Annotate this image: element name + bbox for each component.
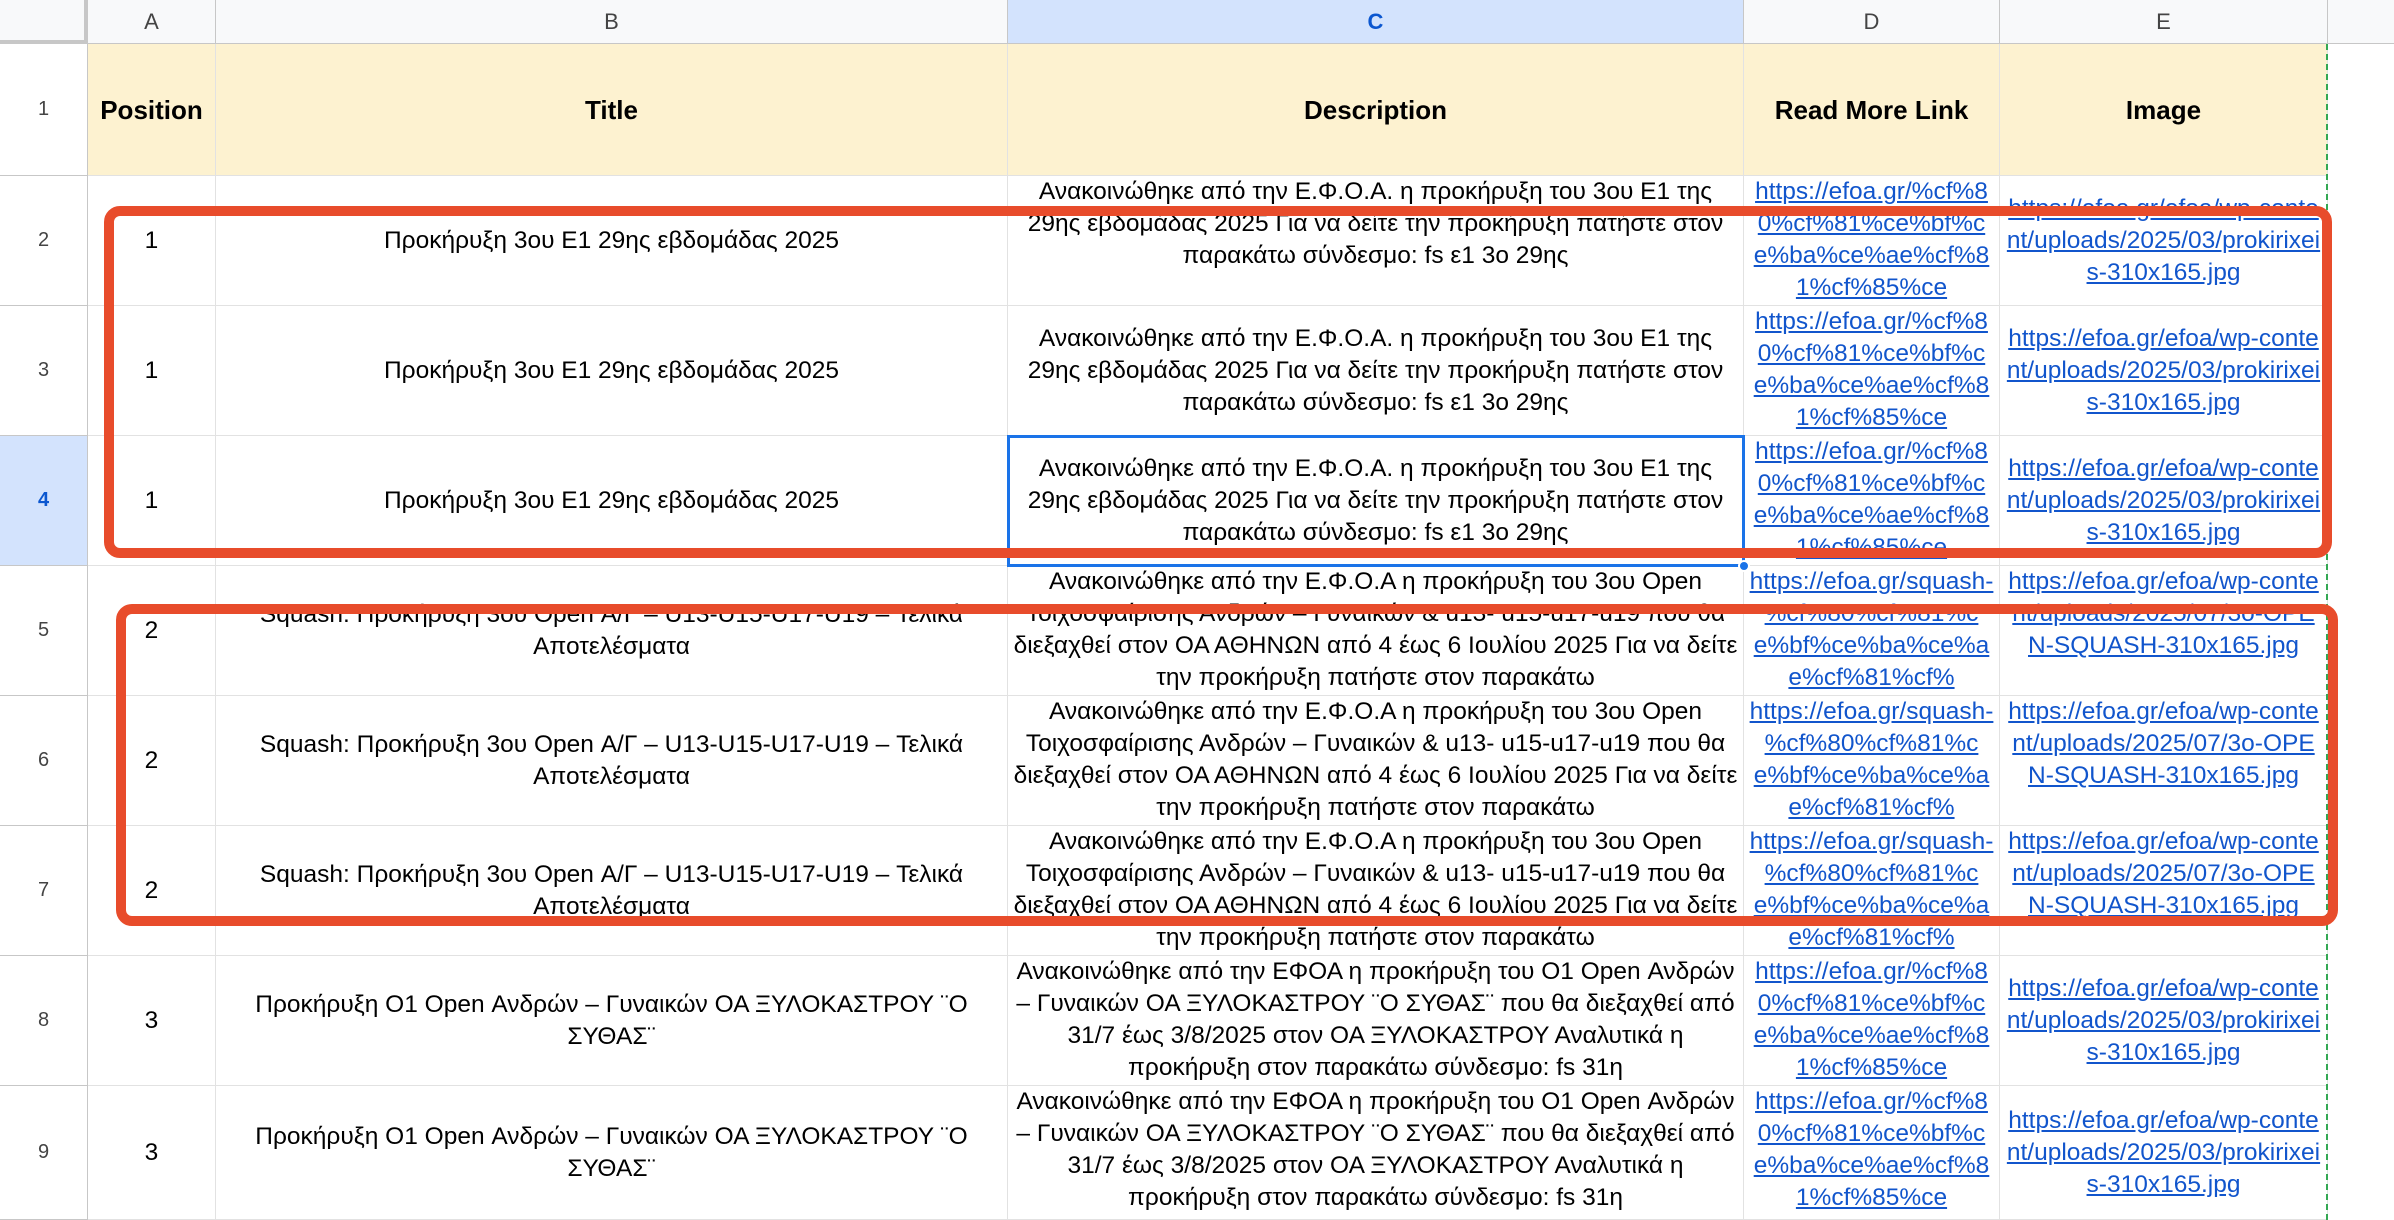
cell-text: 1 — [144, 226, 159, 254]
select-all-corner[interactable] — [0, 0, 88, 44]
cell-read-more-link[interactable] — [1744, 436, 2000, 566]
read-more-link[interactable]: https://efoa.gr/%cf%80%cf%81%ce%bf%ce%ba%ce%ae%cf%81%cf%85%ce — [1753, 958, 1990, 1081]
cell-text: Προκήρυξη 3ου Ε1 29ης εβδομάδας 2025 — [383, 486, 840, 514]
cell-text: Squash: Προκήρυξη 3ου Open Α/Γ – U13-U15-U17-U19 – Τελικά Αποτελέσματα — [259, 600, 964, 660]
cell-position[interactable] — [88, 306, 216, 436]
cell-image-link[interactable] — [2000, 566, 2328, 696]
cell-text: Squash: Προκήρυξη 3ου Open Α/Γ – U13-U15-U17-U19 – Τελικά Αποτελέσματα — [259, 860, 964, 920]
cell-description[interactable] — [1008, 826, 1744, 956]
cell-description[interactable] — [1008, 956, 1744, 1086]
cell-description[interactable] — [1008, 176, 1744, 306]
cell-read-more-link[interactable] — [1744, 1086, 2000, 1220]
cell-text: Προκήρυξη 3ου Ε1 29ης εβδομάδας 2025 — [383, 226, 840, 254]
read-more-link[interactable]: https://efoa.gr/squash-%cf%80%cf%81%ce%bf%ce%ba%ce%ae%cf%81%cf% — [1749, 828, 1994, 951]
header-cell-image[interactable] — [2000, 44, 2328, 176]
column-header-e[interactable]: E — [2000, 0, 2328, 44]
cell-title[interactable] — [216, 306, 1008, 436]
cell-title[interactable] — [216, 176, 1008, 306]
image-link[interactable]: https://efoa.gr/efoa/wp-content/uploads/2025/03/prokirixeis-310x165.jpg — [2006, 974, 2321, 1066]
cell-title[interactable] — [216, 1086, 1008, 1220]
read-more-link[interactable]: https://efoa.gr/%cf%80%cf%81%ce%bf%ce%ba%ce%ae%cf%81%cf%85%ce — [1753, 438, 1990, 561]
cell-text: 2 — [144, 616, 159, 644]
cell-title[interactable] — [216, 696, 1008, 826]
cell-text: 2 — [144, 746, 159, 774]
cell-text: Ανακοινώθηκε από την Ε.Φ.Ο.Α η προκήρυξη του 3ου Open Τοιχοσφαίρισης Ανδρών – Γυναικών & u13- u15-u17-u19 που θα διεξαχθεί στον ΟΑ ΑΘΗΝΩΝ από 4 έως 6 Ιουλίου 2025 Για να δείτε την προκήρυξη πατήστε στον παρακάτω — [1013, 698, 1738, 821]
column-header-c[interactable]: C — [1008, 0, 1744, 44]
cell-text: Ανακοινώθηκε από την Ε.Φ.Ο.Α. η προκήρυξη του 3ου Ε1 της 29ης εβδομάδας 2025 Για να δείτε την προκήρυξη πατήστε στον παρακάτω σύνδεσμο: fs ε1 3ο 29ης — [1027, 324, 1724, 416]
row-header-8[interactable]: 8 — [0, 956, 88, 1086]
cell-title[interactable] — [216, 436, 1008, 566]
header-label-position: Position — [100, 94, 203, 125]
row-header-6[interactable]: 6 — [0, 696, 88, 826]
cell-text: Squash: Προκήρυξη 3ου Open Α/Γ – U13-U15-U17-U19 – Τελικά Αποτελέσματα — [259, 730, 964, 790]
cell-description-selected[interactable] — [1008, 436, 1744, 566]
cell-text: Προκήρυξη Ο1 Open Ανδρών – Γυναικών ΟΑ ΞΥΛΟΚΑΣΤΡΟΥ ¨Ο ΣΥΘΑΣ¨ — [255, 1122, 968, 1182]
cell-read-more-link[interactable] — [1744, 566, 2000, 696]
cell-text: Ανακοινώθηκε από την Ε.Φ.Ο.Α η προκήρυξη του 3ου Open Τοιχοσφαίρισης Ανδρών – Γυναικών & u13- u15-u17-u19 που θα διεξαχθεί στον ΟΑ ΑΘΗΝΩΝ από 4 έως 6 Ιουλίου 2025 Για να δείτε την προκήρυξη πατήστε στον παρακάτω — [1013, 568, 1738, 691]
image-link[interactable]: https://efoa.gr/efoa/wp-content/uploads/2025/07/3o-OPEN-SQUASH-310x165.jpg — [2008, 828, 2319, 919]
cell-title[interactable] — [216, 956, 1008, 1086]
cell-image-link[interactable] — [2000, 1086, 2328, 1220]
fill-handle[interactable] — [1738, 560, 1750, 572]
row-header-1[interactable]: 1 — [0, 44, 88, 176]
cell-text: 2 — [144, 876, 159, 904]
cell-description[interactable] — [1008, 696, 1744, 826]
read-more-link[interactable]: https://efoa.gr/%cf%80%cf%81%ce%bf%ce%ba%ce%ae%cf%81%cf%85%ce — [1753, 1088, 1990, 1211]
cell-image-link[interactable] — [2000, 306, 2328, 436]
cell-position[interactable] — [88, 826, 216, 956]
cell-read-more-link[interactable] — [1744, 306, 2000, 436]
image-link[interactable]: https://efoa.gr/efoa/wp-content/uploads/2025/07/3o-OPEN-SQUASH-310x165.jpg — [2008, 698, 2319, 789]
image-link[interactable]: https://efoa.gr/efoa/wp-content/uploads/2025/03/prokirixeis-310x165.jpg — [2006, 454, 2321, 546]
cell-position[interactable] — [88, 436, 216, 566]
read-more-link[interactable]: https://efoa.gr/squash-%cf%80%cf%81%ce%bf%ce%ba%ce%ae%cf%81%cf% — [1749, 568, 1994, 691]
cell-text: 3 — [144, 1006, 159, 1034]
cell-position[interactable] — [88, 956, 216, 1086]
cell-text: 3 — [144, 1138, 159, 1166]
cell-read-more-link[interactable] — [1744, 696, 2000, 826]
row-header-5[interactable]: 5 — [0, 566, 88, 696]
cell-read-more-link[interactable] — [1744, 826, 2000, 956]
image-link[interactable]: https://efoa.gr/efoa/wp-content/uploads/2025/03/prokirixeis-310x165.jpg — [2006, 324, 2321, 416]
cell-image-link[interactable] — [2000, 436, 2328, 566]
column-header-d[interactable]: D — [1744, 0, 2000, 44]
row-header-7[interactable]: 7 — [0, 826, 88, 956]
cell-image-link[interactable] — [2000, 826, 2328, 956]
cell-text: Ανακοινώθηκε από την ΕΦΟΑ η προκήρυξη του Ο1 Open Ανδρών – Γυναικών ΟΑ ΞΥΛΟΚΑΣΤΡΟΥ ¨Ο ΣΥΘΑΣ¨ που θα διεξαχθεί από 31/7 έως 3/8/2025 στον ΟΑ ΞΥΛΟΚΑΣΤΡΟΥ Αναλυτικά η προκήρυξη στον παρακάτω σύνδεσμο: fs 31η — [1016, 958, 1735, 1081]
cell-text: 1 — [144, 356, 159, 384]
cell-image-link[interactable] — [2000, 696, 2328, 826]
cell-description[interactable] — [1008, 566, 1744, 696]
header-cell-title[interactable] — [216, 44, 1008, 176]
cell-description[interactable] — [1008, 1086, 1744, 1220]
column-header-a[interactable]: A — [88, 0, 216, 44]
cell-position[interactable] — [88, 176, 216, 306]
page-break-line — [2326, 44, 2328, 1220]
row-header-4[interactable]: 4 — [0, 436, 88, 566]
cell-title[interactable] — [216, 566, 1008, 696]
cell-position[interactable] — [88, 1086, 216, 1220]
header-label-title: Title — [585, 94, 638, 125]
cell-text: Προκήρυξη Ο1 Open Ανδρών – Γυναικών ΟΑ ΞΥΛΟΚΑΣΤΡΟΥ ¨Ο ΣΥΘΑΣ¨ — [255, 990, 968, 1050]
column-header-b[interactable]: B — [216, 0, 1008, 44]
cell-position[interactable] — [88, 566, 216, 696]
cell-position[interactable] — [88, 696, 216, 826]
row-header-3[interactable]: 3 — [0, 306, 88, 436]
image-link[interactable]: https://efoa.gr/efoa/wp-content/uploads/2025/03/prokirixeis-310x165.jpg — [2006, 194, 2321, 286]
read-more-link[interactable]: https://efoa.gr/squash-%cf%80%cf%81%ce%bf%ce%ba%ce%ae%cf%81%cf% — [1749, 698, 1994, 821]
cell-read-more-link[interactable] — [1744, 956, 2000, 1086]
header-label-description: Description — [1303, 94, 1448, 125]
cell-text: Ανακοινώθηκε από την Ε.Φ.Ο.Α. η προκήρυξη του 3ου Ε1 της 29ης εβδομάδας 2025 Για να δείτε την προκήρυξη πατήστε στον παρακάτω σύνδεσμο: fs ε1 3ο 29ης — [1027, 178, 1724, 269]
cell-read-more-link[interactable] — [1744, 176, 2000, 306]
cell-text: Ανακοινώθηκε από την ΕΦΟΑ η προκήρυξη του Ο1 Open Ανδρών – Γυναικών ΟΑ ΞΥΛΟΚΑΣΤΡΟΥ ¨Ο ΣΥΘΑΣ¨ που θα διεξαχθεί από 31/7 έως 3/8/2025 στον ΟΑ ΞΥΛΟΚΑΣΤΡΟΥ Αναλυτικά η προκήρυξη στον παρακάτω σύνδεσμο: fs 31η — [1016, 1088, 1735, 1211]
cell-text: 1 — [144, 486, 159, 514]
column-header-empty — [2328, 0, 2394, 44]
cell-text: Προκήρυξη 3ου Ε1 29ης εβδομάδας 2025 — [383, 356, 840, 384]
row-header-9[interactable]: 9 — [0, 1086, 88, 1220]
read-more-link[interactable]: https://efoa.gr/%cf%80%cf%81%ce%bf%ce%ba%ce%ae%cf%81%cf%85%ce — [1753, 308, 1990, 431]
cell-description[interactable] — [1008, 306, 1744, 436]
header-cell-position[interactable] — [88, 44, 216, 176]
header-label-read-more: Read More Link — [1774, 94, 1969, 125]
read-more-link[interactable]: https://efoa.gr/%cf%80%cf%81%ce%bf%ce%ba%ce%ae%cf%81%cf%85%ce — [1753, 178, 1990, 301]
header-cell-description[interactable] — [1008, 44, 1744, 176]
header-label-image: Image — [2125, 94, 2202, 125]
cell-text: Ανακοινώθηκε από την Ε.Φ.Ο.Α. η προκήρυξη του 3ου Ε1 της 29ης εβδομάδας 2025 Για να δείτε την προκήρυξη πατήστε στον παρακάτω σύνδεσμο: fs ε1 3ο 29ης — [1027, 454, 1724, 546]
cell-title[interactable] — [216, 826, 1008, 956]
cell-image-link[interactable] — [2000, 956, 2328, 1086]
image-link[interactable]: https://efoa.gr/efoa/wp-content/uploads/2025/07/3o-OPEN-SQUASH-310x165.jpg — [2008, 568, 2319, 659]
row-header-2[interactable]: 2 — [0, 176, 88, 306]
header-cell-read-more[interactable] — [1744, 44, 2000, 176]
image-link[interactable]: https://efoa.gr/efoa/wp-content/uploads/2025/03/prokirixeis-310x165.jpg — [2006, 1106, 2321, 1198]
cell-text: Ανακοινώθηκε από την Ε.Φ.Ο.Α η προκήρυξη του 3ου Open Τοιχοσφαίρισης Ανδρών – Γυναικών & u13- u15-u17-u19 που θα διεξαχθεί στον ΟΑ ΑΘΗΝΩΝ από 4 έως 6 Ιουλίου 2025 Για να δείτε την προκήρυξη πατήστε στον παρακάτω — [1013, 828, 1738, 951]
cell-image-link[interactable] — [2000, 176, 2328, 306]
